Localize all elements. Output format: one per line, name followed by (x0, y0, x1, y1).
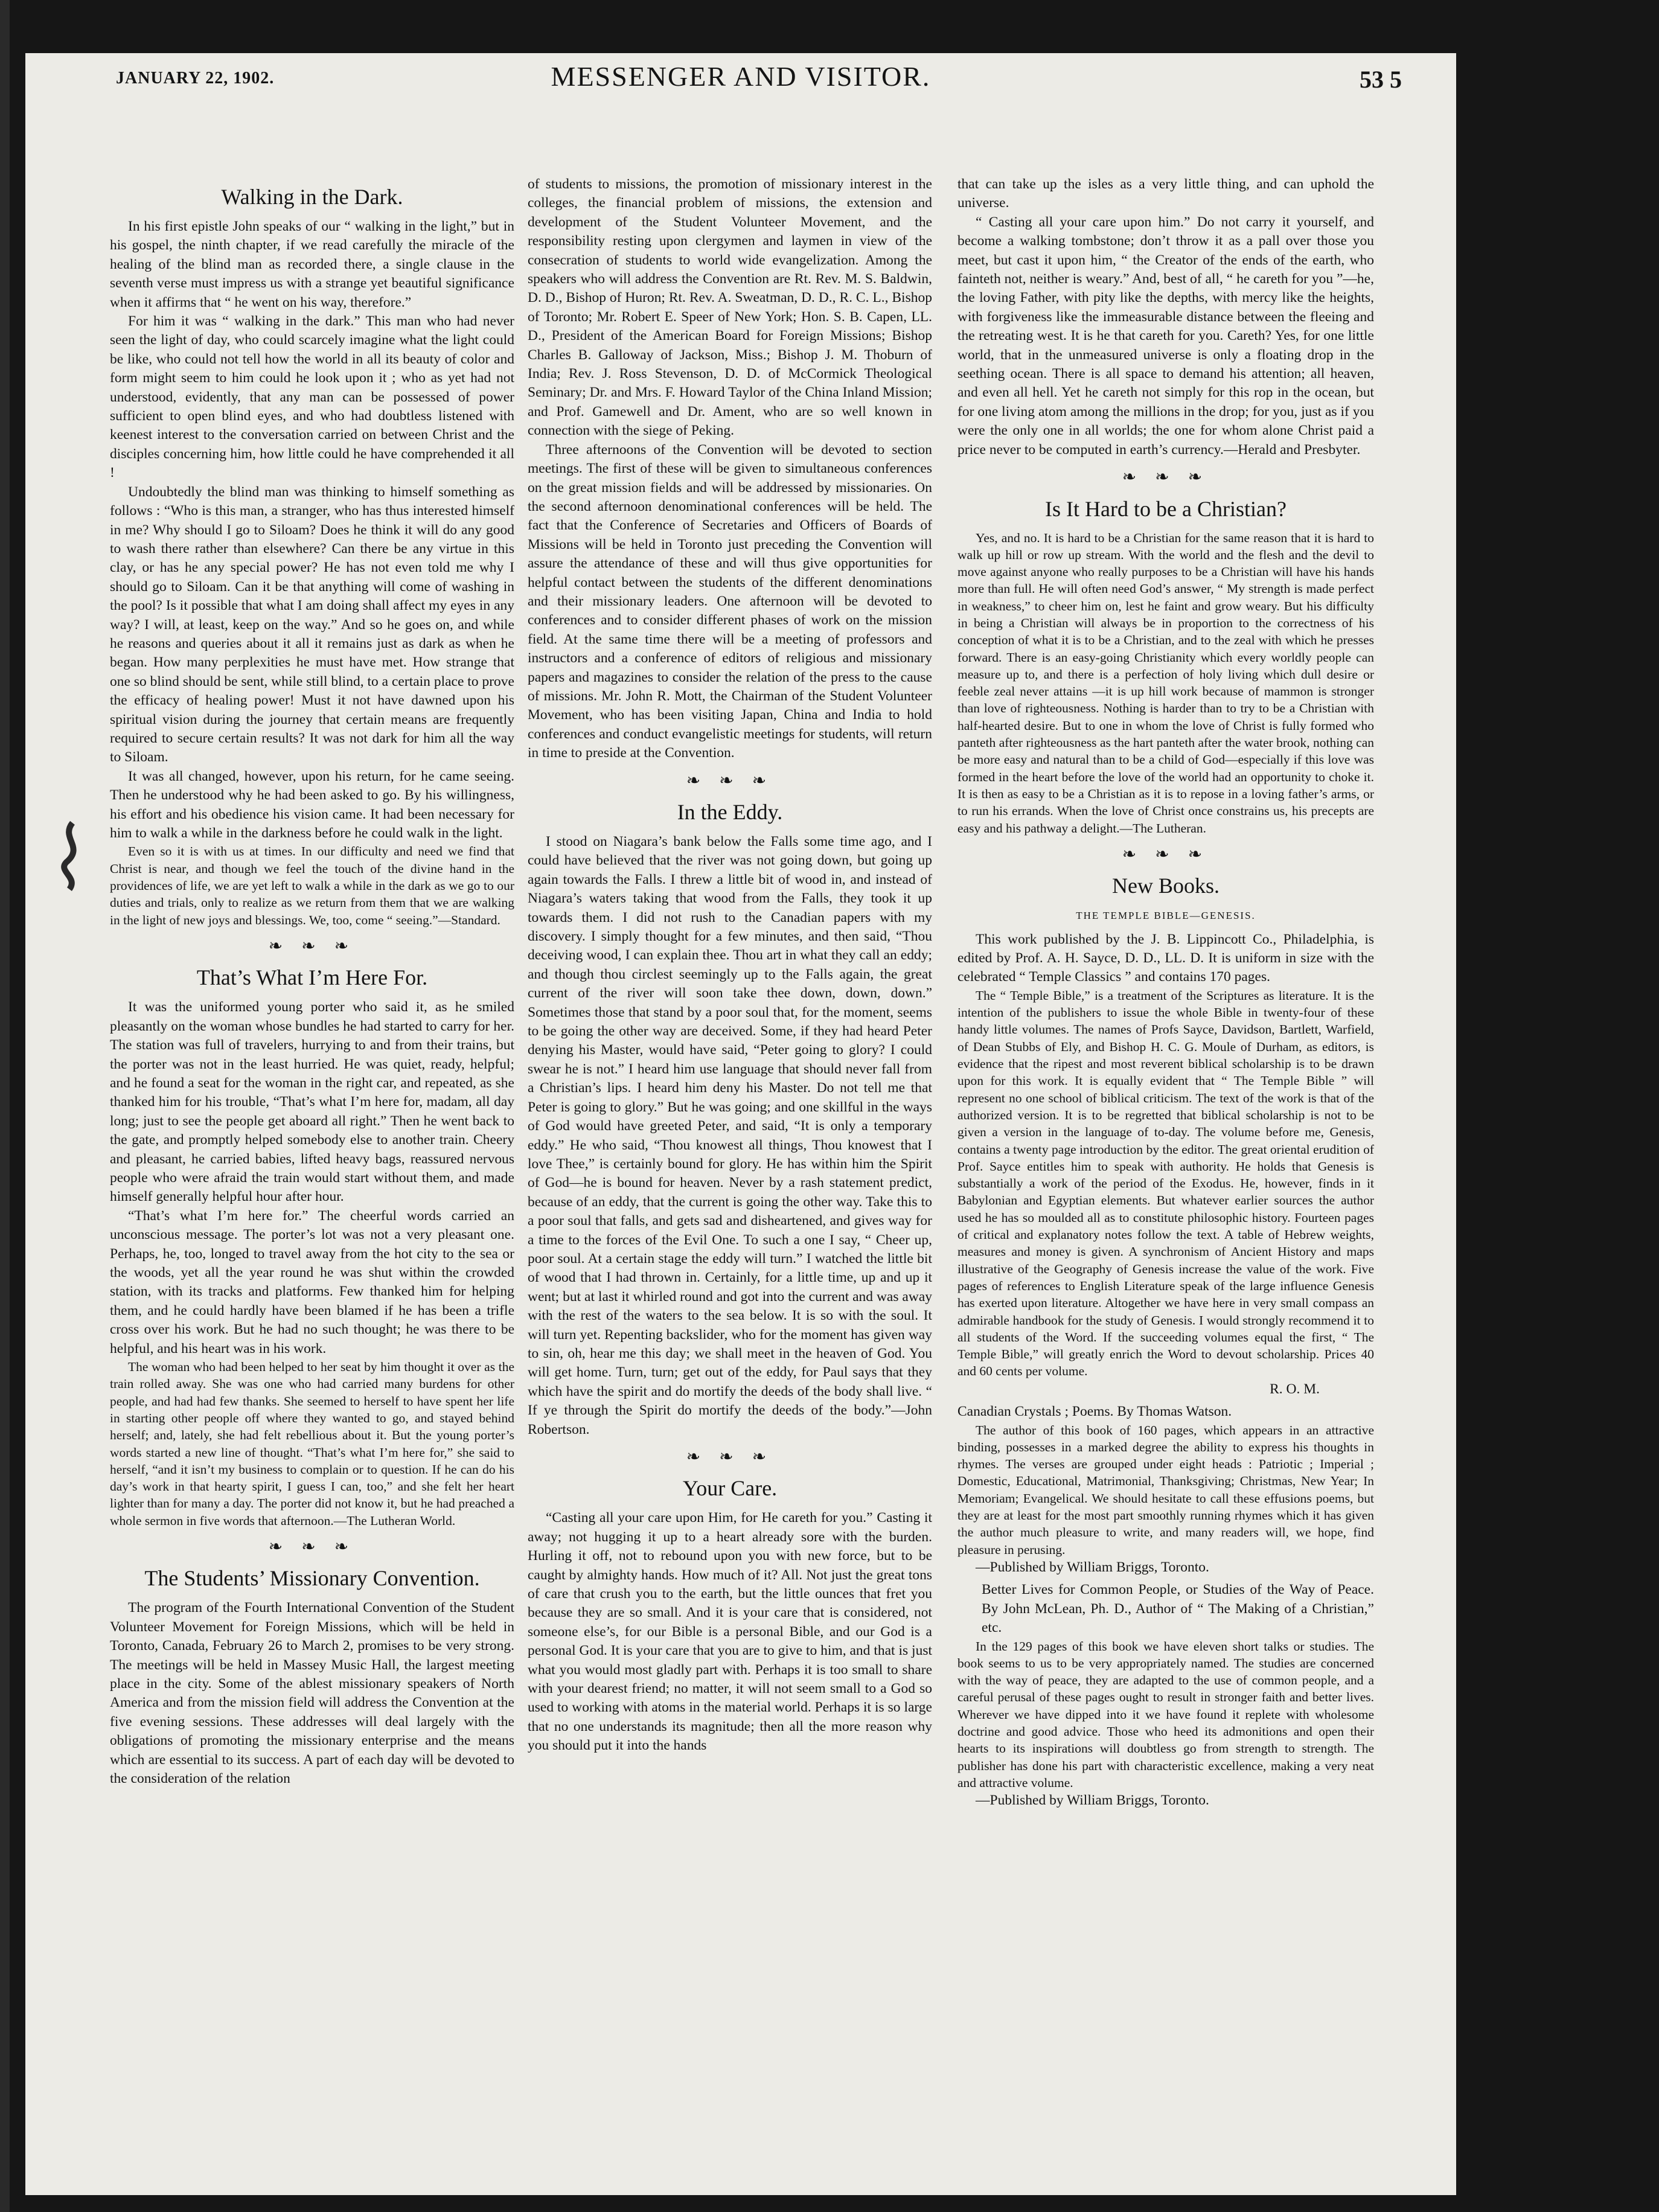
subheading-temple-bible: THE TEMPLE BIBLE—GENESIS. (1076, 910, 1256, 922)
section-ornament: ❧ ❧ ❧ (268, 936, 356, 956)
issue-date: JANUARY 22, 1902. (116, 69, 275, 88)
paragraph: Three afternoons of the Convention will be devoted to section meetings. The first of these will be given to simultaneous conferences on the great mission fields and will be addressed by missionaries. On the second afternoon denominational conferences will be held. The fact that the Conference of Secretaries and Officers of Boards of Missions will be held in Toronto just preceding the Convention will assure the attendance of these and will thus give opportunities for helpful contact between the students of the different denominations and their missionary leaders. One afternoon will be devoted to conferences and to consider different phases of work on the mission field. At the same time there will be a meeting of professors and instructors and a conference of editors of religious and missionary papers and magazines to consider the relation of the press to the cause of missions. Mr. John R. Mott, the Chairman of the Student Volunteer Movement, who has been visiting Japan, China and India to hold conferences and conduct evangelistic meetings for students, will return in time to preside at the Convention. (528, 441, 932, 761)
section-ornament: ❧ ❧ ❧ (268, 1537, 356, 1556)
paragraph: “That’s what I’m here for.” The cheerful words carried an unconscious message. The porter’s lot was not a very pleasant one. Perhaps, he, too, longed to travel away from the hot city to the sea or the woods, yet all the year round he was shut within the crowded station, with its tracks and platforms. Few thanked him for helping them, and he could hardly have been blamed if he has been a trifle cross over his work. But he had no such thought; he was there to be helpful, and his heart was in his work. (110, 1207, 514, 1357)
column-2 (528, 175, 932, 1756)
ink-stain-mark (54, 820, 91, 892)
paragraph: “Casting all your care upon Him, for He careth for you.” Casting it away; not hugging it up to a heart already sore with the burden. Hurling it off, not to rebound upon you with new force, but to be caught by almighty hands. How much of it? All. Not just the great tons of care that crush you to the earth, but the little ounces that fret you because they are so small. And it is your care that is considered, not someone else’s, for our Bible is a personal Bible, and our God is a personal God. It is your care that you are to give to him, and that is just what you would most gladly part with. Perhaps it is too small to share with your dearest friend; no matter, it will not seem small to a God so used to working with atoms in the material world. Perhaps it is so large that no one understands its magnitude; then all the more reason why you should put it into the hands (528, 1510, 932, 1754)
paragraph: Yes, and no. It is hard to be a Christian for the same reason that it is hard to walk up hill or row up stream. With the world and the flesh and the devil to move against anyone who really purposes to be a Christian will have his hands more than full. He will often need God’s answer, “ My strength is made perfect in weakness,” to cheer him on, lest he faint and grow weary. But his difficulty in being a Christian will always be in proportion to the correctness of his conception of what it is to be a Christian, and to the zeal with which he presses forward. There is an easy-going Christianity which every worldly people can measure up to, and there is a perfection of holy living which dull desire or feeble zeal never attains —it is up hill work because of mammon is stronger than love of righteousness. Nothing is harder than to try to be a Christian with half-hearted desire. But to one in whom the love of Christ is fully formed who panteth after righteousness as the hart panteth after the water brook, nothing can be more easy and natural than to be a child of God—especially if this love was formed in the heart before the love of the world had an opportunity to choke it. It is then as easy to be a Christian as it is to repose in a loving father’s arms, or to run his errands. When the love of Christ once constrains us, his precepts are easy and his pathway a delight.—The Lutheran. (957, 530, 1374, 836)
section-ornament: ❧ ❧ ❧ (686, 1448, 774, 1466)
paragraph: The author of this book of 160 pages, which appears in an attractive binding, possesses in a marked degree the ability to express his thoughts in rhymes. The verses are grouped under eight heads : Patriotic ; Imperial ; Domestic, Educational, Matrimonial, Thanksgiving; Christmas, New Year; In Memoriam; Evangelical. We should hesitate to call these effusions poems, but they are at least for the most part smoothly running rhymes which it has given the author much pleasure to write, and many readers will, we hope, find pleasure in perusing. (957, 1422, 1374, 1557)
book-title: Better Lives for Common People, or Studies of the Way of Peace. By John McLean, Ph. D., Author of “ The Making of a Christian,” etc. (982, 1582, 1374, 1636)
paragraph: that can take up the isles as a very little thing, and can uphold the universe. (957, 176, 1374, 211)
paragraph: of students to missions, the promotion of missionary interest in the colleges, the financial problem of missions, the extension and development of the Student Volunteer Movement, and the responsibility resting upon clergymen and laymen in view of the consecration of students to world wide evangelization. Among the speakers who will address the Convention are Rt. Rev. M. S. Baldwin, D. D., Bishop of Huron; Rt. Rev. A. Sweatman, D. D., R. C. L., Bishop of Toronto; Mr. Robert E. Speer of New York; Hon. S. B. Capen, LL. D., President of the American Board for Foreign Missions; Bishop Charles B. Galloway of Jackson, Miss.; Bishop J. M. Thoburn of India; Rev. J. Ross Stevenson, D. D. of McCormick Theological Seminary; Dr. and Mrs. F. Howard Taylor of the China Inland Mission; and Prof. Gamewell and Dr. Ament, who are so well known in connection with the siege of Peking. (528, 176, 932, 439)
heading-walking-in-the-dark: Walking in the Dark. (221, 185, 403, 209)
paragraph: “ Casting all your care upon him.” Do not carry it yourself, and become a walking tombstone; don’t throw it as a pall over those you meet, but cast it upon him, “ the Creator of the ends of the earth, who fainteth not, neither is weary.” And, best of all, “ he careth for you ”—he, the loving Father, with pity like the depths, with mercy like the heights, with forgiveness like the immeasurable distance between the fleeing and the retreating west. It is he that careth for you. Careth? Yes, for one little world, that in the unmeasured universe is only a floating drop in the seething ocean. There is all space to demand his attention; all heaven, and even all hell. Yet he careth not simply for this rop in the ocean, but for one living atom among the millions in the drop; for you, just as if you were the only one in all worlds; the one for whom alone Christ paid a price never to be computed in earth’s currency.—Herald and Presbyter. (957, 214, 1374, 458)
paragraph: In his first epistle John speaks of our “ walking in the light,” but in his gospel, the ninth chapter, if we read carefully the miracle of the healing of the blind man as recorded there, a single clause in the seventh verse must impress us with a strange yet beautiful significance when it affirms that “ he went on his way, therefore.” (110, 219, 514, 310)
publisher-line: —Published by William Briggs, Toronto. (976, 1792, 1209, 1809)
section-ornament: ❧ ❧ ❧ (1122, 468, 1210, 487)
paragraph: The woman who had been helped to her seat by him thought it over as the train rolled away. She was one who had carried many burdens for other people, and had had few thanks. She seemed to herself to have spent her life in starting other people off where they wanted to go, and stayed behind herself; and, lately, she had felt rebellious about it. But the young porter’s words started a new line of thought. “That’s what I’m here for,” she said to herself, “and it isn’t my business to complain or to question. If he can do his day’s work in that hearty spirit, I guess I can, too,” and she felt her heart lighter than for many a day. The porter did not know it, but he had preached a whole sermon in five words that afternoon.—The Lutheran World. (110, 1360, 514, 1528)
section-ornament: ❧ ❧ ❧ (686, 771, 774, 790)
paragraph: Undoubtedly the blind man was thinking to himself something as follows : “Who is this man, a stranger, who has thus interested himself in me? Why should I go to Siloam? Does he think it will do any good to wash there rather than elsewhere? Can there be any virtue in this clay, or has he any special power? He has not even told me why I should go to Siloam. Can it be that anything will come of washing in the pool? Is it possible that what I am doing shall affect my eyes in any way? I will, at least, keep on the way.” And so he goes on, and while he reasons and queries about it all it remains just as dark as when he began. How many perplexities he must have met. How strange that one so blind should be sent, while still blind, to a certain place to prove the efficacy of healing power! Must it not have dawned upon his spiritual vision during the journey that certain means are frequently required to secure certain results? It was not dark for him all the way to Siloam. (110, 484, 514, 766)
masthead-title: MESSENGER AND VISITOR. (551, 61, 931, 92)
paragraph: Even so it is with us at times. In our difficulty and need we find that Christ is near, and though we feel the touch of the divine hand in the providences of life, we are yet left to walk a while in the dark as we go to our duties and trials, only to realize as we return from them that we are walking in the light of new joys and blessings. We, too, come “ seeing.”—Standard. (110, 844, 514, 927)
heading-your-care: Your Care. (682, 1476, 778, 1501)
heading-new-books: New Books. (1112, 874, 1219, 898)
heading-thats-what-im-here-for: That’s What I’m Here For. (196, 965, 428, 990)
paragraph: In the 129 pages of this book we have eleven short talks or studies. The book seems to us to be very appropriately named. The studies are concerned with the way of peace, they are adapted to the use of common people, and a careful perusal of these pages ought to result in stronger faith and better lives. Wherever we have dipped into it we have found it replete with wholesome doctrine and good advice. Those who heed its admonitions and open their hearts to its inspirations will doubtless go from strength to strength. The publisher has done his part with characteristic excellence, making a very neat and attractive volume. (957, 1638, 1374, 1790)
paragraph: I stood on Niagara’s bank below the Falls some time ago, and I could have believed that the river was not going down, but going up again towards the Falls. I threw a little bit of wood in, and instead of Niagara’s waters taking that wood from the Falls, they took it up towards them. I did not rush to the Canadian papers with my discovery. I simply thought for a few minutes, and then said, “Thou deceiving wood, I can explain thee. Thou art in what they call an eddy; and though thou circlest seemingly up to the Falls again, the great current of the river will soon take thee down, down, down.” Sometimes those that stand by a poor soul that, for the moment, seems to be going the other way are deceived. Some, if they had heard Peter denying his Master, would have said, “Peter going to glory? I could swear he is not.” I heard him use language that should never fall from a Christian’s lips. I heard him deny his Master. Do not tell me that Peter is going to glory.” But he was going; and one skillful in the ways of God would have greeted Peter, and said, “It is only a temporary eddy.” He who said, “Thou knowest all things, Thou knowest that I love Thee,” is certainly bound for glory. He has within him the Spirit of God—he is bound for heaven. Never by a rash statement predict, because of an eddy, that the current is going the other way. Take this to a poor soul that falls, and gets sad and disheartened, and gives way for a time to the forces of the Evil One. To such a one I say, “ Cheer up, poor soul. At a certain stage the eddy will turn.” I watched the little bit of wood that I had thrown in. Certainly, for a little time, up and up it went; but at last it whirled round and got into the current and was away with the rest of the waters to the sea below. It is so with the soul. It will turn yet. Repenting backslider, who for the moment has given way to sin, oh, hear me this day; we shall meet in the heaven of God. You will get home. Turn, turn; get out of the eddy, for Paul says that they which have the spirit and do mortify the deeds of the body shall live. “ If ye through the Spirit do mortify the deeds of the body.”—John Robertson. (528, 834, 932, 1437)
page-number: 53 5 (1360, 66, 1402, 93)
paragraph: It was all changed, however, upon his return, for he came seeing. Then he understood why he had been asked to go. By his willingness, his effort and his obedience his vision came. It had been necessary for him to walk a while in the darkness before he could walk in the light. (110, 768, 514, 841)
heading-students-missionary-convention: The Students’ Missionary Convention. (144, 1566, 480, 1591)
paragraph: The program of the Fourth International Convention of the Student Volunteer Movement for Foreign Missions, which will be held in Toronto, Canada, February 26 to March 2, promises to be very strong. The meetings will be held in Massey Music Hall, the largest meeting place in the city. Some of the ablest missionary speakers of North America and from the mission field will address the Convention at the five evening sessions. These addresses will deal largely with the obligations of promoting the missionary enterprise and the means which are essential to its success. A part of each day will be devoted to the consideration of the relation (110, 1600, 514, 1787)
heading-is-it-hard-to-be-a-christian: Is It Hard to be a Christian? (1045, 496, 1287, 521)
column-3 (957, 175, 1374, 1811)
paragraph: This work published by the J. B. Lippincott Co., Philadelphia, is edited by Prof. A. H. Sayce, D. D., LL. D. It is uniform in size with the celebrated “ Temple Classics ” and contains 170 pages. (957, 931, 1374, 985)
publisher-line: —Published by William Briggs, Toronto. (976, 1559, 1209, 1575)
newspaper-page (25, 53, 1456, 2195)
signature: R. O. M. (1270, 1381, 1320, 1397)
section-ornament: ❧ ❧ ❧ (1122, 845, 1210, 864)
paragraph: The “ Temple Bible,” is a treatment of the Scriptures as literature. It is the intention of the publishers to issue the whole Bible in twenty-four of these handy little volumes. The names of Profs Sayce, Davidson, Bartlett, Warfield, of Dean Stubbs of Ely, and Bishop H. C. G. Moule of Durham, as editors, is evidence that the ripest and most reverent biblical scholarship is to be drawn upon for this work. It is equally evident that “ The Temple Bible ” will represent no one school of biblical criticism. The text of the work is that of the authorized version. It is to be regretted that biblical scholarship is not to be given a version in the language of to-day. The volume before me, Genesis, contains a twenty page introduction by the editor. The great oriental erudition of Prof. Sayce entitles him to speak with authority. He holds that Genesis is substantially a work of the period of the Exodus. He, however, finds in it Babylonian and Egyptian elements. But whatever earlier sources the author used he has so moulded all as to constitute philosophic history. Fourteen pages of critical and explanatory notes follow the text. A table of Hebrew weights, measures and money is given. A synchronism of Ancient History and maps illustrative of the Geography of Genesis increase the value of the work. Five pages of references to English Literature speak of the large influence Genesis has exerted upon literature. Altogether we have here in very small compass an admirable handbook for the study of Genesis. I would strongly recommend it to all students of the Word. If the succeeding volumes equal the first, “ The Temple Bible,” will greatly enrich the Word to devout scholarship. Prices 40 and 60 cents per volume. (957, 988, 1374, 1379)
paragraph: It was the uniformed young porter who said it, as he smiled pleasantly on the woman whose bundles he had started to carry for her. The station was full of travelers, hurrying to and from their trains, but the porter was not in the least hurried. He was quiet, ready, helpful; and he found a seat for the woman in the right car, and repeated, as she thanked him for his trouble, “That’s what I’m here for, madam, all day long; just to see the people get aboard all right.” Then he went back to the gate, and promptly helped somebody else to another train. Cheery and pleasant, he carried babies, lifted heavy bags, reassured nervous people who were afraid the train would start without them, and made himself generally helpful hour after hour. (110, 999, 514, 1205)
column-1 (110, 175, 514, 1788)
scan-edge (0, 0, 10, 2212)
book-title: Canadian Crystals ; Poems. By Thomas Watson. (957, 1404, 1232, 1420)
paragraph: For him it was “ walking in the dark.” This man who had never seen the light of day, who could scarcely imagine what the light could be like, who could not tell how the world in all its beauty of color and form might seem to him could he look upon it ; who as yet had not understood, evidently, that any man can be possessed of power sufficient to open blind eyes, and who had doubtless listened with keenest interest to the conversation carried on between Christ and the disciples concerning him, how little could he have comprehended it all ! (110, 313, 514, 481)
heading-in-the-eddy: In the Eddy. (677, 800, 783, 824)
